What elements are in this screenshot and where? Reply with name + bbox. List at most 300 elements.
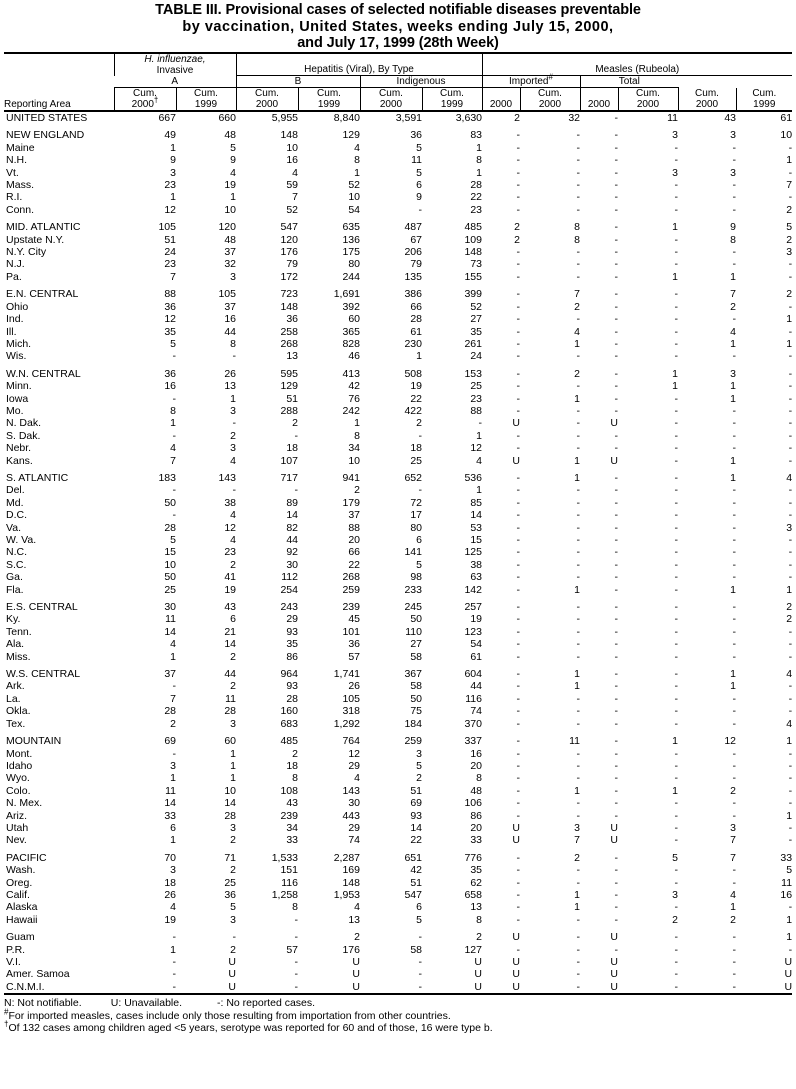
row-value-col-11: 7 xyxy=(786,179,793,192)
row-value-col-5: 35 xyxy=(470,325,482,338)
row-value-col-5: 88 xyxy=(470,404,482,417)
table-row xyxy=(4,852,792,864)
row-value-col-6: - xyxy=(516,392,520,405)
row-area-label: Ill. xyxy=(6,325,17,338)
row-value-col-9: - xyxy=(674,246,678,259)
row-value-col-8: - xyxy=(614,380,618,393)
table-row xyxy=(4,797,792,809)
row-value-col-11: - xyxy=(788,270,793,283)
row-value-col-8: - xyxy=(614,913,618,926)
row-area-label: W.N. CENTRAL xyxy=(6,367,81,380)
row-value-col-2: 7 xyxy=(292,191,298,204)
row-value-col-7: - xyxy=(576,179,580,192)
row-area-label: MID. ATLANTIC xyxy=(6,221,81,234)
row-value-col-10: 2 xyxy=(730,913,736,926)
row-value-col-3: 36 xyxy=(348,638,360,651)
row-value-col-8: - xyxy=(614,717,618,730)
row-value-col-0: 6 xyxy=(170,821,176,834)
row-value-col-0: 4 xyxy=(170,901,176,914)
table-row xyxy=(4,914,792,926)
row-value-col-7: - xyxy=(576,638,580,651)
row-value-col-11: - xyxy=(788,680,793,693)
row-value-col-9: - xyxy=(674,534,678,546)
table-row xyxy=(4,626,792,638)
row-value-col-10: 3 xyxy=(730,129,736,142)
row-value-col-8: - xyxy=(614,300,618,313)
row-value-col-3: U xyxy=(352,956,360,968)
row-value-col-6: - xyxy=(516,705,520,718)
table-row xyxy=(4,246,792,258)
row-value-col-6: - xyxy=(516,668,520,681)
row-value-col-11: - xyxy=(788,943,793,956)
row-value-col-0: 28 xyxy=(164,705,176,718)
row-value-col-5: 23 xyxy=(470,392,482,405)
table-row xyxy=(4,718,792,730)
table-row xyxy=(4,380,792,392)
row-area-label: S. ATLANTIC xyxy=(6,471,69,484)
row-value-col-5: 15 xyxy=(470,534,482,546)
row-value-col-2: 35 xyxy=(286,638,298,651)
row-value-col-5: 1 xyxy=(476,166,482,179)
row-area-label: Idaho xyxy=(6,759,33,772)
row-value-col-9: 1 xyxy=(672,735,678,748)
table-row xyxy=(4,735,792,747)
row-value-col-7: - xyxy=(576,258,580,271)
row-value-col-1: 4 xyxy=(230,509,236,522)
row-value-col-5: 86 xyxy=(470,809,482,822)
row-value-col-1: 4 xyxy=(230,166,236,179)
row-value-col-8: - xyxy=(614,650,618,663)
row-value-col-5: U xyxy=(474,956,482,968)
row-value-col-7: - xyxy=(576,313,580,326)
row-area-label: Wash. xyxy=(6,864,36,877)
row-value-col-8: - xyxy=(614,313,618,326)
row-value-col-6: - xyxy=(516,270,520,283)
row-value-col-2: 116 xyxy=(281,876,298,889)
row-value-col-6: - xyxy=(516,258,520,271)
row-value-col-5: 22 xyxy=(470,191,482,204)
row-value-col-11: 11 xyxy=(781,876,793,889)
row-value-col-6: U xyxy=(512,417,520,430)
table-row xyxy=(4,546,792,558)
row-value-col-3: 29 xyxy=(348,759,360,772)
row-value-col-11: - xyxy=(788,638,793,651)
row-value-col-10: - xyxy=(732,154,736,167)
row-value-col-10: - xyxy=(732,509,736,522)
row-value-col-11: - xyxy=(788,625,793,638)
row-value-col-6: - xyxy=(516,638,520,651)
row-value-col-4: 36 xyxy=(410,129,422,142)
header-sub-hep-b: B xyxy=(236,76,360,88)
row-value-col-0: 2 xyxy=(170,717,176,730)
row-value-col-3: U xyxy=(352,980,360,993)
row-value-col-1: 41 xyxy=(224,571,236,584)
title-line-1: TABLE III. Provisional cases of selected notifiable diseases preventable xyxy=(155,2,641,18)
row-area-label: Wis. xyxy=(6,350,27,363)
row-value-col-7: 8 xyxy=(574,221,580,234)
row-area-label: S.C. xyxy=(6,558,27,571)
row-value-col-1: 10 xyxy=(224,203,236,216)
row-value-col-0: 51 xyxy=(164,233,176,246)
row-value-col-10: 1 xyxy=(730,901,736,914)
row-value-col-11: - xyxy=(788,509,793,522)
table-row xyxy=(4,129,792,141)
row-value-col-2: 288 xyxy=(280,404,298,417)
row-value-col-5: 52 xyxy=(470,300,482,313)
row-value-col-7: - xyxy=(576,404,580,417)
row-value-col-11: 1 xyxy=(786,337,793,350)
row-value-col-1: 14 xyxy=(224,797,236,810)
row-value-col-9: - xyxy=(674,392,678,405)
row-value-col-8: - xyxy=(614,442,618,455)
row-value-col-10: 1 xyxy=(730,454,736,467)
row-value-col-11: - xyxy=(788,454,793,467)
row-value-col-4: 1 xyxy=(416,350,422,363)
row-value-col-4: 3 xyxy=(416,747,422,760)
row-value-col-6: - xyxy=(516,350,520,363)
page-title xyxy=(4,0,792,52)
row-value-col-5: 1 xyxy=(476,429,482,442)
row-area-label: N. Dak. xyxy=(6,417,42,430)
row-value-col-3: 239 xyxy=(342,601,360,614)
row-value-col-4: 2 xyxy=(416,417,422,430)
row-value-col-7: 32 xyxy=(568,112,580,124)
table-row xyxy=(4,693,792,705)
row-value-col-3: 105 xyxy=(342,692,360,705)
row-value-col-2: 5,955 xyxy=(271,112,298,124)
row-value-col-5: U xyxy=(474,968,482,981)
table-row xyxy=(4,154,792,166)
row-value-col-8: - xyxy=(614,404,618,417)
table-row xyxy=(4,748,792,760)
row-value-col-2: 239 xyxy=(280,809,298,822)
row-value-col-5: 337 xyxy=(464,735,482,748)
row-value-col-11: - xyxy=(788,705,793,718)
row-value-col-3: 30 xyxy=(348,797,360,810)
row-value-col-9: - xyxy=(674,583,678,596)
row-value-col-8: - xyxy=(614,179,618,192)
row-value-col-7: - xyxy=(576,931,580,944)
row-value-col-6: - xyxy=(516,784,520,797)
row-value-col-3: 60 xyxy=(348,313,360,326)
row-value-col-3: 1 xyxy=(354,417,360,430)
row-value-col-1: 26 xyxy=(224,367,236,380)
row-value-col-4: 652 xyxy=(404,471,422,484)
row-value-col-8: - xyxy=(614,558,618,571)
row-value-col-11: - xyxy=(788,784,793,797)
row-value-col-3: 52 xyxy=(348,179,360,192)
row-value-col-7: - xyxy=(576,613,580,626)
row-value-col-10: - xyxy=(732,417,736,430)
row-area-label: V.I. xyxy=(6,956,21,968)
row-value-col-10: - xyxy=(732,864,736,877)
row-value-col-1: 143 xyxy=(218,471,236,484)
row-value-col-4: 18 xyxy=(410,442,422,455)
row-value-col-5: 12 xyxy=(470,442,482,455)
row-value-col-0: 69 xyxy=(164,735,176,748)
row-value-col-2: 148 xyxy=(280,129,298,142)
row-value-col-1: 2 xyxy=(230,680,236,693)
row-value-col-11: - xyxy=(788,404,793,417)
row-value-col-11: 2 xyxy=(786,203,793,216)
row-value-col-7: - xyxy=(576,747,580,760)
row-value-col-9: - xyxy=(674,350,678,363)
row-value-col-3: 101 xyxy=(342,625,360,638)
row-value-col-1: 43 xyxy=(224,601,236,614)
row-area-label: Kans. xyxy=(6,454,33,467)
row-value-col-11: 3 xyxy=(786,246,793,259)
row-value-col-4: 6 xyxy=(416,901,422,914)
row-value-col-0: 35 xyxy=(164,325,176,338)
row-value-col-4: 230 xyxy=(404,337,422,350)
row-value-col-3: 12 xyxy=(348,747,360,760)
row-value-col-5: 23 xyxy=(470,203,482,216)
row-value-col-3: 148 xyxy=(342,876,360,889)
row-value-col-4: 27 xyxy=(410,638,422,651)
row-value-col-10: 1 xyxy=(730,583,736,596)
row-value-col-9: - xyxy=(674,571,678,584)
row-value-col-6: - xyxy=(516,888,520,901)
row-value-col-6: - xyxy=(516,558,520,571)
row-area-label: Mass. xyxy=(6,179,35,192)
row-value-col-0: 15 xyxy=(164,546,176,559)
row-value-col-0: 23 xyxy=(164,258,176,271)
row-value-col-9: - xyxy=(674,454,678,467)
row-value-col-7: - xyxy=(576,521,580,534)
row-area-label: Colo. xyxy=(6,784,31,797)
row-value-col-6: - xyxy=(516,583,520,596)
row-value-col-2: 717 xyxy=(280,471,298,484)
row-value-col-5: 399 xyxy=(464,288,482,301)
row-value-col-7: - xyxy=(576,558,580,571)
row-value-col-10: - xyxy=(732,797,736,810)
row-value-col-1: 23 xyxy=(224,546,236,559)
row-value-col-2: 1,533 xyxy=(271,851,298,864)
table-row xyxy=(4,584,792,596)
row-value-col-5: 16 xyxy=(470,747,482,760)
row-value-col-9: - xyxy=(674,325,678,338)
row-value-col-1: 660 xyxy=(218,112,236,124)
row-value-col-2: 43 xyxy=(286,797,298,810)
row-value-col-2: 547 xyxy=(280,221,298,234)
row-value-col-7: - xyxy=(576,864,580,877)
row-area-label: Tex. xyxy=(6,717,26,730)
row-value-col-4: 3,591 xyxy=(395,112,422,124)
row-value-col-8: U xyxy=(610,931,618,944)
row-value-col-3: 175 xyxy=(342,246,360,259)
row-value-col-0: 49 xyxy=(164,129,176,142)
header-reporting-area: Reporting Area xyxy=(4,88,114,112)
row-value-col-0: 8 xyxy=(170,404,176,417)
row-value-col-7: 11 xyxy=(569,735,580,748)
row-value-col-4: 67 xyxy=(410,233,422,246)
row-value-col-2: 683 xyxy=(280,717,298,730)
row-value-col-10: - xyxy=(732,350,736,363)
row-value-col-2: 151 xyxy=(280,864,298,877)
row-value-col-3: 4 xyxy=(354,901,360,914)
row-value-col-0: 9 xyxy=(170,154,176,167)
row-value-col-10: - xyxy=(732,246,736,259)
row-area-label: Hawaii xyxy=(6,913,38,926)
row-value-col-10: 1 xyxy=(730,380,736,393)
row-value-col-3: 20 xyxy=(348,534,360,546)
title-line-3: and July 17, 1999 (28th Week) xyxy=(297,35,499,51)
row-area-label: Nebr. xyxy=(6,442,32,455)
row-area-label: N.J. xyxy=(6,258,25,271)
row-value-col-11: 1 xyxy=(786,583,793,596)
row-value-col-9: - xyxy=(674,650,678,663)
row-value-col-6: 2 xyxy=(514,221,520,234)
row-value-col-4: 17 xyxy=(410,509,422,522)
row-value-col-3: 29 xyxy=(348,821,360,834)
row-value-col-5: 63 xyxy=(470,571,482,584)
row-value-col-2: 1,258 xyxy=(271,888,298,901)
table-row xyxy=(4,301,792,313)
header-group-hinfluenzae: H. influenzae, Invasive xyxy=(114,53,236,76)
table-row xyxy=(4,442,792,454)
row-value-col-1: 25 xyxy=(224,876,236,889)
row-value-col-9: - xyxy=(674,141,678,154)
row-area-label: W. Va. xyxy=(6,534,37,546)
row-value-col-4: - xyxy=(418,956,422,968)
row-value-col-2: 18 xyxy=(286,442,298,455)
row-area-label: Wyo. xyxy=(6,772,30,785)
row-value-col-6: - xyxy=(516,717,520,730)
row-value-col-9: - xyxy=(674,931,678,944)
row-value-col-4: 51 xyxy=(410,784,422,797)
row-value-col-0: 183 xyxy=(158,471,176,484)
row-value-col-2: 92 xyxy=(286,546,298,559)
row-value-col-1: 13 xyxy=(224,380,236,393)
row-value-col-11: - xyxy=(788,496,793,509)
table-row xyxy=(4,705,792,717)
row-value-col-3: 1,953 xyxy=(333,888,360,901)
row-value-col-0: 16 xyxy=(164,380,176,393)
row-value-col-6: - xyxy=(516,288,520,301)
row-value-col-4: 80 xyxy=(410,521,422,534)
header-col-5: Cum. 1999 xyxy=(422,88,482,112)
row-value-col-6: - xyxy=(516,797,520,810)
row-value-col-7: 2 xyxy=(574,300,580,313)
row-value-col-9: - xyxy=(674,288,678,301)
row-value-col-6: - xyxy=(516,613,520,626)
row-value-col-7: - xyxy=(576,484,580,497)
row-value-col-9: - xyxy=(674,943,678,956)
row-value-col-4: 367 xyxy=(404,668,422,681)
row-value-col-1: 3 xyxy=(230,821,236,834)
row-value-col-0: 3 xyxy=(170,759,176,772)
row-value-col-3: 10 xyxy=(348,454,360,467)
row-area-label: Oreg. xyxy=(6,876,33,889)
row-value-col-5: 153 xyxy=(464,367,482,380)
row-value-col-6: U xyxy=(512,956,520,968)
table-row xyxy=(4,638,792,650)
footnote-imported: #For imported measles, cases include only those resulting from importation from other countries. xyxy=(4,1007,451,1022)
row-value-col-5: 8 xyxy=(476,772,482,785)
row-value-col-6: - xyxy=(516,300,520,313)
row-value-col-11: - xyxy=(788,325,793,338)
row-value-col-8: - xyxy=(614,233,618,246)
row-value-col-0: 36 xyxy=(164,367,176,380)
table-row xyxy=(4,668,792,680)
row-value-col-10: - xyxy=(732,601,736,614)
row-value-col-8: - xyxy=(614,851,618,864)
row-value-col-10: - xyxy=(732,404,736,417)
row-value-col-10: - xyxy=(732,429,736,442)
row-value-col-2: 8 xyxy=(292,901,298,914)
row-value-col-0: 7 xyxy=(170,692,176,705)
row-value-col-5: 27 xyxy=(470,313,482,326)
row-value-col-2: 254 xyxy=(280,583,298,596)
footnote-legend: N: Not notifiable. U: Unavailable. -: No reported cases. xyxy=(4,997,316,1010)
row-value-col-11: - xyxy=(788,534,793,546)
row-value-col-0: 1 xyxy=(170,417,176,430)
row-value-col-9: - xyxy=(674,625,678,638)
row-value-col-3: 318 xyxy=(342,705,360,718)
row-area-label: Md. xyxy=(6,496,24,509)
row-value-col-10: 3 xyxy=(730,821,736,834)
table-row xyxy=(4,368,792,380)
row-value-col-8: - xyxy=(614,613,618,626)
row-value-col-7: - xyxy=(576,380,580,393)
row-value-col-4: 69 xyxy=(410,797,422,810)
row-value-col-8: - xyxy=(614,112,618,124)
row-value-col-8: U xyxy=(610,980,618,993)
row-value-col-9: - xyxy=(674,876,678,889)
row-value-col-0: 14 xyxy=(164,797,176,810)
row-value-col-4: 5 xyxy=(416,166,422,179)
row-value-col-5: 20 xyxy=(470,821,482,834)
row-value-col-8: - xyxy=(614,601,618,614)
row-value-col-8: - xyxy=(614,429,618,442)
row-value-col-7: 8 xyxy=(574,233,580,246)
row-value-col-9: - xyxy=(674,901,678,914)
row-value-col-10: 9 xyxy=(730,221,736,234)
row-value-col-4: 22 xyxy=(410,834,422,847)
row-value-col-11: - xyxy=(788,429,793,442)
row-value-col-7: - xyxy=(576,509,580,522)
row-value-col-5: 142 xyxy=(464,583,482,596)
header-sub-imported: Imported# xyxy=(482,76,580,88)
row-value-col-11: - xyxy=(788,442,793,455)
row-value-col-6: - xyxy=(516,809,520,822)
row-value-col-2: 243 xyxy=(280,601,298,614)
row-value-col-4: 5 xyxy=(416,913,422,926)
row-value-col-5: 24 xyxy=(470,350,482,363)
table-row xyxy=(4,393,792,405)
row-value-col-10: - xyxy=(732,191,736,204)
row-area-label: Tenn. xyxy=(6,625,32,638)
row-value-col-9: - xyxy=(674,692,678,705)
row-value-col-2: 172 xyxy=(280,270,298,283)
row-value-col-3: 129 xyxy=(342,129,360,142)
row-value-col-5: 83 xyxy=(470,129,482,142)
row-value-col-6: - xyxy=(516,521,520,534)
row-value-col-7: - xyxy=(576,166,580,179)
row-value-col-9: - xyxy=(674,821,678,834)
row-value-col-1: 120 xyxy=(218,221,236,234)
row-area-label: Upstate N.Y. xyxy=(6,233,65,246)
row-value-col-8: - xyxy=(614,246,618,259)
row-value-col-11: - xyxy=(788,380,793,393)
row-value-col-1: 1 xyxy=(230,392,236,405)
table-row xyxy=(4,772,792,784)
row-value-col-4: 422 xyxy=(404,404,422,417)
row-value-col-4: 14 xyxy=(410,821,422,834)
row-value-col-11: - xyxy=(788,484,793,497)
row-value-col-6: - xyxy=(516,404,520,417)
row-value-col-4: 79 xyxy=(410,258,422,271)
